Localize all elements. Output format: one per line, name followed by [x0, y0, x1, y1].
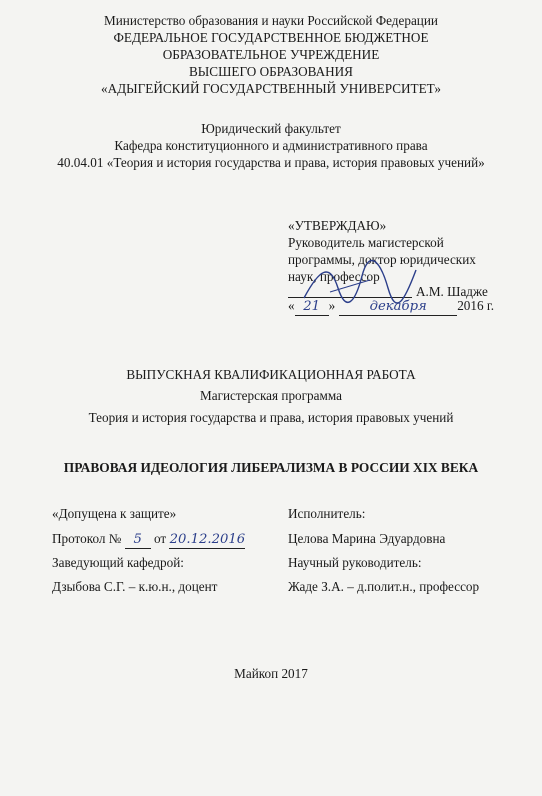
header-line: ОБРАЗОВАТЕЛЬНОЕ УЧРЕЖДЕНИЕ [162, 47, 380, 62]
header-line: ВЫСШЕГО ОБРАЗОВАНИЯ [189, 64, 353, 79]
header-line: Министерство образования и науки Российской Федерации [104, 13, 438, 28]
city-year-text: Майкоп 2017 [234, 666, 308, 681]
header-line: ФЕДЕРАЛЬНОЕ ГОСУДАРСТВЕННОЕ БЮДЖЕТНОЕ [113, 30, 429, 45]
date-open-quote: « [288, 298, 295, 313]
program-label [0, 387, 542, 404]
approval-title: «УТВЕРЖДАЮ» [288, 218, 387, 233]
footer-city-year [0, 665, 542, 682]
head-label: Заведующий кафедрой: [52, 555, 184, 570]
program-label-text: Магистерская программа [200, 388, 342, 403]
faculty-line: Кафедра конституционного и административного права [114, 138, 428, 153]
header-line: «АДЫГЕЙСКИЙ ГОСУДАРСТВЕННЫЙ УНИВЕРСИТЕТ» [101, 81, 441, 96]
work-type-text: ВЫПУСКНАЯ КВАЛИФИКАЦИОННАЯ РАБОТА [126, 367, 416, 382]
faculty-block [0, 120, 542, 171]
protocol-from: от [153, 531, 167, 546]
protocol-number: 5 [125, 531, 151, 549]
date-day: 21 [295, 298, 329, 316]
supervisor-label: Научный руководитель: [288, 555, 422, 570]
supervisor-name: Жаде З.А. – д.полит.н., профессор [288, 579, 480, 594]
approval-line: Руководитель магистерской [288, 235, 444, 250]
approval-signer: А.М. Шадже [416, 284, 488, 299]
executor-label: Исполнитель: [288, 506, 366, 521]
faculty-line: 40.04.01 «Теория и история государства и права, история правовых учений» [57, 155, 485, 170]
approval-date [288, 297, 494, 316]
work-type [0, 366, 542, 383]
approval-line: программы, доктор юридических [288, 252, 476, 267]
admitted-label: «Допущена к защите» [52, 506, 177, 521]
date-mid-quote: » [328, 298, 336, 313]
protocol-line [52, 530, 245, 549]
program-name-text: Теория и история государства и права, история правовых учений [88, 410, 454, 425]
program-name [0, 409, 542, 426]
executor-name: Целова Марина Эдуардовна [288, 531, 446, 546]
date-month: декабря [339, 298, 457, 316]
protocol-prefix: Протокол № [52, 531, 122, 546]
approval-line: наук, профессор [288, 269, 380, 284]
thesis-topic [0, 459, 542, 476]
faculty-line: Юридический факультет [201, 121, 341, 136]
protocol-date: 20.12.2016 [169, 532, 246, 547]
thesis-topic-text: ПРАВОВАЯ ИДЕОЛОГИЯ ЛИБЕРАЛИЗМА В РОССИИ XIX ВЕКА [63, 460, 479, 475]
ministry-header [0, 12, 542, 97]
head-name: Дзыбова С.Г. – к.ю.н., доцент [52, 579, 218, 594]
date-year: 2016 г. [457, 298, 495, 313]
